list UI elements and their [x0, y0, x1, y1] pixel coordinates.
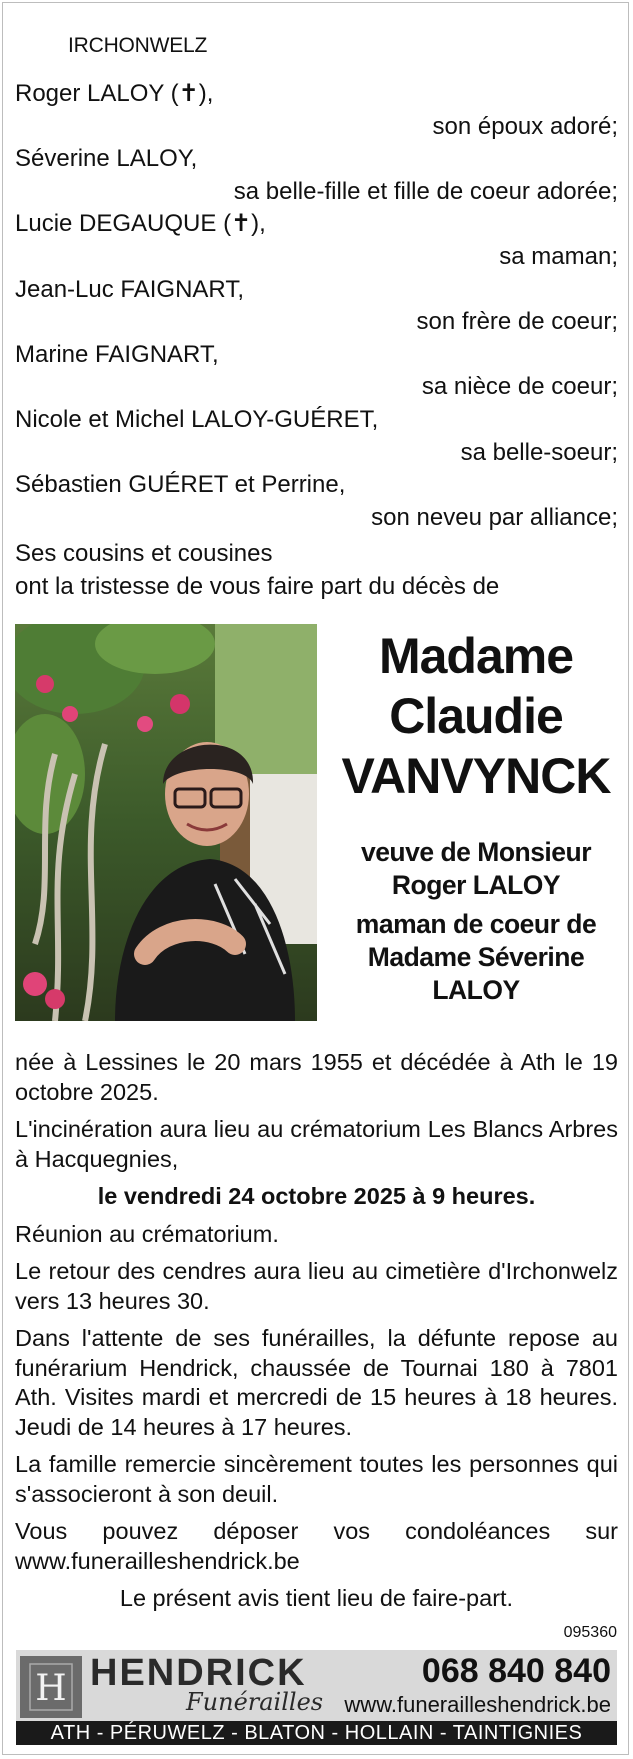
- mourner-relation: son neveu par alliance;: [371, 503, 618, 531]
- notice-body: [15, 1048, 618, 1622]
- funeral-home-text: Dans l'attente de ses funérailles, la défunte repose au funérarium Hendrick, chaussée de Tournai 180 à 7801 Ath. Visites mardi et mercredi de 15 heures à 18 heures. Jeudi de 14 heures à 17 heures.: [15, 1325, 618, 1440]
- mother-line: Madame Séverine: [367, 942, 585, 972]
- widow-line: veuve de Monsieur: [360, 837, 592, 867]
- mourner-name: Roger LALOY (✝),: [15, 80, 214, 107]
- locations-bar: ATH - PÉRUWELZ - BLATON - HOLLAIN - TAINTIGNIES: [16, 1721, 617, 1745]
- brand-subtitle: Funérailles: [186, 1688, 324, 1716]
- mourner-name: Nicole et Michel LALOY-GUÉRET,: [15, 405, 379, 433]
- birth-death-text: née à Lessines le 20 mars 1955 et décédée à Ath le 19 octobre 2025.: [15, 1049, 618, 1105]
- hendrick-logo: [20, 1656, 82, 1718]
- deceased-title: Madame: [378, 628, 574, 684]
- mourner-relation: sa nièce de coeur;: [421, 373, 618, 401]
- deceased-photo: [15, 624, 317, 1021]
- locality: IRCHONWELZ: [68, 34, 208, 57]
- mourner-name: Marine FAIGNART,: [15, 340, 219, 368]
- mourner-relation: sa maman;: [499, 242, 618, 270]
- mourner-name: Séverine LALOY,: [15, 145, 198, 173]
- logo-letter: H: [35, 1668, 67, 1709]
- logo-icon: [20, 1656, 82, 1718]
- deceased-last-name: VANVYNCK: [341, 748, 611, 804]
- deceased-first-name: Claudie: [389, 688, 563, 744]
- intro-text: [15, 537, 618, 603]
- funeral-home-banner: [16, 1650, 617, 1745]
- mourners-list: [15, 78, 618, 534]
- reunion-text: Réunion au crématorium.: [15, 1220, 279, 1247]
- intro-line-announcement: ont la tristesse de vous faire part du décès de: [15, 573, 500, 600]
- reference-number: 095360: [563, 1624, 617, 1641]
- website-link[interactable]: www.funerailleshendrick.be: [344, 1692, 611, 1717]
- brand-name: HENDRICK: [90, 1652, 307, 1694]
- mourner-name: Lucie DEGAUQUE (✝),: [15, 210, 266, 238]
- condolences-text: Vous pouvez déposer vos condoléances sur www.funerailleshendrick.be: [15, 1518, 618, 1574]
- ashes-text: Le retour des cendres aura lieu au cimetière d'Irchonwelz vers 13 heures 30.: [15, 1258, 618, 1314]
- notice-text: Le présent avis tient lieu de faire-part.: [119, 1585, 514, 1611]
- deceased-name-block: [330, 626, 622, 1007]
- mourner-relation: son époux adoré;: [432, 112, 618, 140]
- thanks-text: La famille remercie sincèrement toutes les personnes qui s'associeront à son deuil.: [15, 1451, 618, 1507]
- intro-line-cousins: Ses cousins et cousines: [15, 540, 273, 567]
- mourner-relation: sa belle-fille et fille de coeur adorée;: [233, 177, 618, 205]
- portrait-image: [15, 624, 317, 1021]
- mother-line: maman de coeur de: [355, 909, 597, 939]
- mourner-relation: sa belle-soeur;: [460, 438, 618, 466]
- mother-line: LALOY: [432, 975, 520, 1005]
- mourner-relation: son frère de coeur;: [416, 308, 618, 336]
- widow-line: Roger LALOY: [391, 870, 561, 900]
- phone-number: 068 840 840: [421, 1652, 611, 1690]
- cremation-text: L'incinération aura lieu au crématorium Les Blancs Arbres à Hacquegnies,: [15, 1116, 618, 1172]
- ceremony-date: le vendredi 24 octobre 2025 à 9 heures.: [97, 1183, 536, 1209]
- mourner-name: Sébastien GUÉRET et Perrine,: [15, 471, 346, 499]
- mourner-name: Jean-Luc FAIGNART,: [15, 275, 244, 303]
